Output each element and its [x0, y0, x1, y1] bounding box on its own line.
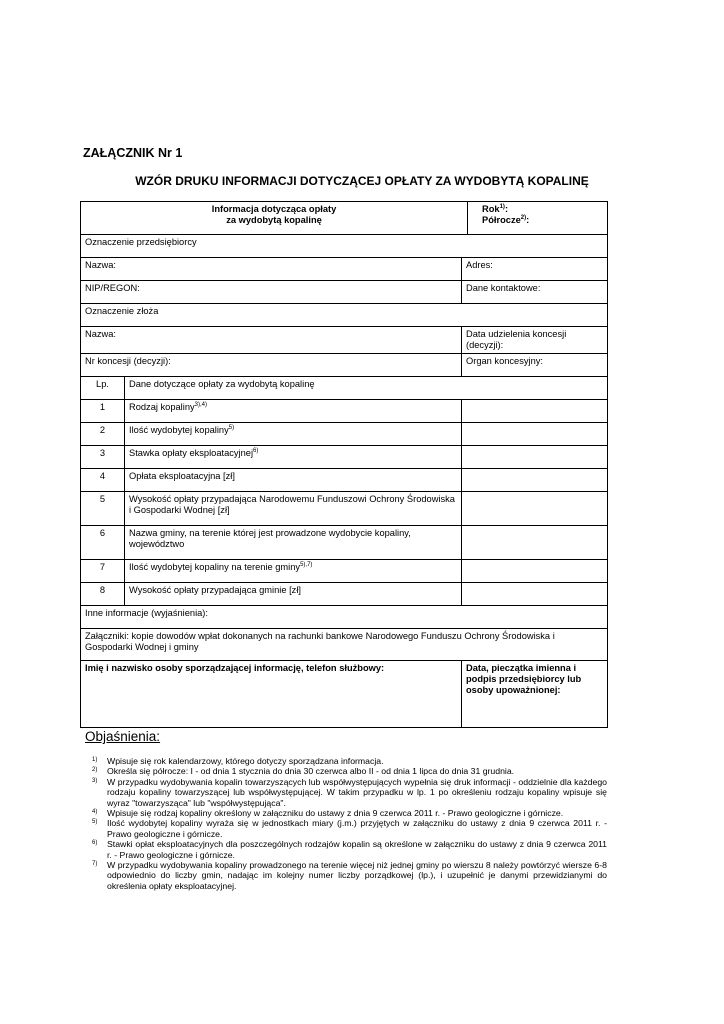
footnote-ref: 2) — [520, 214, 527, 221]
footnote-mark: 7) — [92, 861, 98, 868]
nip-regon-field[interactable]: NIP/REGON: — [81, 281, 462, 304]
fee-row — [81, 400, 608, 423]
year-field[interactable]: Rok$^{1)}$: — [482, 203, 509, 214]
footnote-text: W przypadku wydobywania kopaliny prowadzonego na terenie więcej niż jednej gminy po wierszu 8 należy powtórzyć wiersze 6-8 odpowiednio do liczby gmin, nadając im kolejny numer liczby porządkowej (lp.), i uzupełnić je danymi przewidzianymi do określenia opłaty eksploatacyjnej. — [107, 860, 607, 891]
footnote-item — [92, 839, 607, 860]
concession-authority-field[interactable]: Organ koncesyjny: — [462, 354, 608, 377]
footnote-text: Stawki opłat eksploatacyjnych dla poszczególnych rodzajów kopalin są określone w załączniku do ustawy z dnia 9 czerwca 2011 r. - Prawo geologiczne i górnicze. — [107, 839, 607, 860]
row-label: Wysokość opłaty przypadająca Narodowemu Funduszowi Ochrony Środowiska i Gospodarki Wodnej [zł] — [125, 492, 462, 526]
footnote-text: Wpisuje się rok kalendarzowy, którego dotyczy sporządzana informacja. — [107, 756, 384, 766]
annex-heading: ZAŁĄCZNIK Nr 1 — [83, 146, 183, 160]
fee-table-header — [81, 377, 608, 400]
footnote-mark: 6) — [92, 840, 98, 847]
fee-row — [81, 446, 608, 469]
form-header-row — [81, 202, 608, 235]
period-cell[interactable] — [468, 202, 608, 235]
footnote-ref: 3),4) — [194, 401, 207, 408]
row-number: 4 — [81, 469, 125, 492]
row-label: Nazwa gminy, na terenie której jest prowadzone wydobycie kopaliny, województwo — [125, 526, 462, 560]
row-label: Wysokość opłaty przypadająca gminie [zł] — [125, 583, 462, 606]
document-title: WZÓR DRUKU INFORMACJI DOTYCZĄCEJ OPŁATY ZA WYDOBYTĄ KOPALINĘ — [135, 174, 589, 188]
concession-date-field[interactable]: Data udzielenia koncesji (decyzji): — [462, 327, 608, 354]
entrepreneur-signature-field[interactable]: Data, pieczątka imienna i podpis przedsiębiorcy lub osoby upoważnionej: — [462, 661, 608, 728]
row-label: Ilość wydobytej kopaliny$^{5)}$ — [125, 423, 462, 446]
fee-row — [81, 560, 608, 583]
notes-heading: Objaśnienia: — [85, 729, 161, 744]
row-number: 1 — [81, 400, 125, 423]
footnote-ref: 5),7) — [300, 561, 313, 568]
footnote-text: Wpisuje się rodzaj kopaliny określony w załączniku do ustawy z dnia 9 czerwca 2011 r. - Prawo geologiczne i górnicze. — [107, 808, 564, 819]
fee-row — [81, 469, 608, 492]
footnote-mark: 3) — [92, 777, 98, 784]
row-value-cell[interactable] — [462, 583, 608, 606]
footnote-mark: 5) — [92, 819, 98, 826]
footnote-ref: 5) — [228, 424, 235, 431]
row-number: 5 — [81, 492, 125, 526]
row-number: 2 — [81, 423, 125, 446]
footnote-text: Określa się półrocze: I - od dnia 1 stycznia do dnia 30 czerwca albo II - od dnia 1 lipca do dnia 31 grudnia. — [107, 766, 515, 777]
row-value-cell[interactable] — [462, 423, 608, 446]
footnote-item — [92, 860, 607, 891]
footnote-item — [92, 808, 607, 818]
row-label: Opłata eksploatacyjna [zł] — [125, 469, 462, 492]
entrepreneur-section-label: Oznaczenie przedsiębiorcy — [81, 235, 608, 258]
row-number: 6 — [81, 526, 125, 560]
row-number: 3 — [81, 446, 125, 469]
year-label: Rok — [482, 204, 500, 214]
row-value-cell[interactable] — [462, 469, 608, 492]
footnote-mark: 4) — [92, 809, 98, 816]
contact-details-field[interactable]: Dane kontaktowe: — [462, 281, 608, 304]
row-label: Stawka opłaty eksploatacyjnej$^{6)}$ — [125, 446, 462, 469]
deposit-section-label: Oznaczenie złoża — [81, 304, 608, 327]
footnote-item — [92, 756, 607, 766]
fee-row — [81, 492, 608, 526]
footnote-mark: 1) — [92, 757, 98, 763]
attachments-note: Załączniki: kopie dowodów wpłat dokonanych na rachunki bankowe Narodowego Funduszu Ochrony Środowiska i Gospodarki Wodnej i gminy — [81, 629, 608, 661]
fee-row — [81, 423, 608, 446]
lp-header: Lp. — [81, 377, 125, 400]
footnote-text: W przypadku wydobywania kopalin towarzyszących lub współwystępujących wypełnia się druk informacji - oddzielnie dla każdego rodzaju kopaliny towarzyszącej lub współwystępującej. W takim przypadku w lp. 1 po określeniu rodzaju kopaliny wpisuje się wyraz "towarzysząca" lub "współwystępująca". — [107, 776, 607, 808]
row-value-cell[interactable] — [462, 400, 608, 423]
form-header-title — [81, 202, 468, 235]
footnote-item — [92, 766, 607, 776]
fee-row — [81, 526, 608, 560]
fee-information-form — [80, 201, 608, 728]
row-label: Ilość wydobytej kopaliny na terenie gminy$^{5),7)}$ — [125, 560, 462, 583]
row-value-cell[interactable] — [462, 526, 608, 560]
row-value-cell[interactable] — [462, 492, 608, 526]
other-info-field[interactable]: Inne informacje (wyjaśnienia): — [81, 606, 608, 629]
half-year-label: Półrocze — [482, 215, 521, 225]
footnote-item — [92, 777, 607, 808]
row-number: 8 — [81, 583, 125, 606]
row-value-cell[interactable] — [462, 560, 608, 583]
form-header-line2: za wydobytą kopalinę — [226, 215, 322, 225]
entrepreneur-address-field[interactable]: Adres: — [462, 258, 608, 281]
entrepreneur-name-field[interactable]: Nazwa: — [81, 258, 462, 281]
half-year-field[interactable]: Półrocze$^{2)}$: — [482, 214, 530, 225]
concession-number-field[interactable]: Nr koncesji (decyzji): — [81, 354, 462, 377]
deposit-name-field[interactable]: Nazwa: — [81, 327, 462, 354]
fee-row — [81, 583, 608, 606]
row-label: Rodzaj kopaliny$^{3),4)}$ — [125, 400, 462, 423]
footnotes — [92, 756, 607, 891]
form-header-line1: Informacja dotycząca opłaty — [211, 204, 337, 214]
footnote-text: Ilość wydobytej kopaliny wyraża się w jednostkach miary (j.m.) przyjętych w załączniku do ustawy z dnia 9 czerwca 2011 r. - Prawo geologiczne i górnicze. — [107, 818, 607, 839]
row-value-cell[interactable] — [462, 446, 608, 469]
preparer-signature-field[interactable]: Imię i nazwisko osoby sporządzającej informację, telefon służbowy: — [81, 661, 462, 728]
fee-data-header: Dane dotyczące opłaty za wydobytą kopalinę — [125, 377, 608, 400]
row-number: 7 — [81, 560, 125, 583]
footnote-ref: 6) — [253, 447, 259, 454]
footnote-ref: 1) — [499, 203, 505, 210]
footnote-item — [92, 818, 607, 839]
footnote-mark: 2) — [92, 767, 98, 774]
